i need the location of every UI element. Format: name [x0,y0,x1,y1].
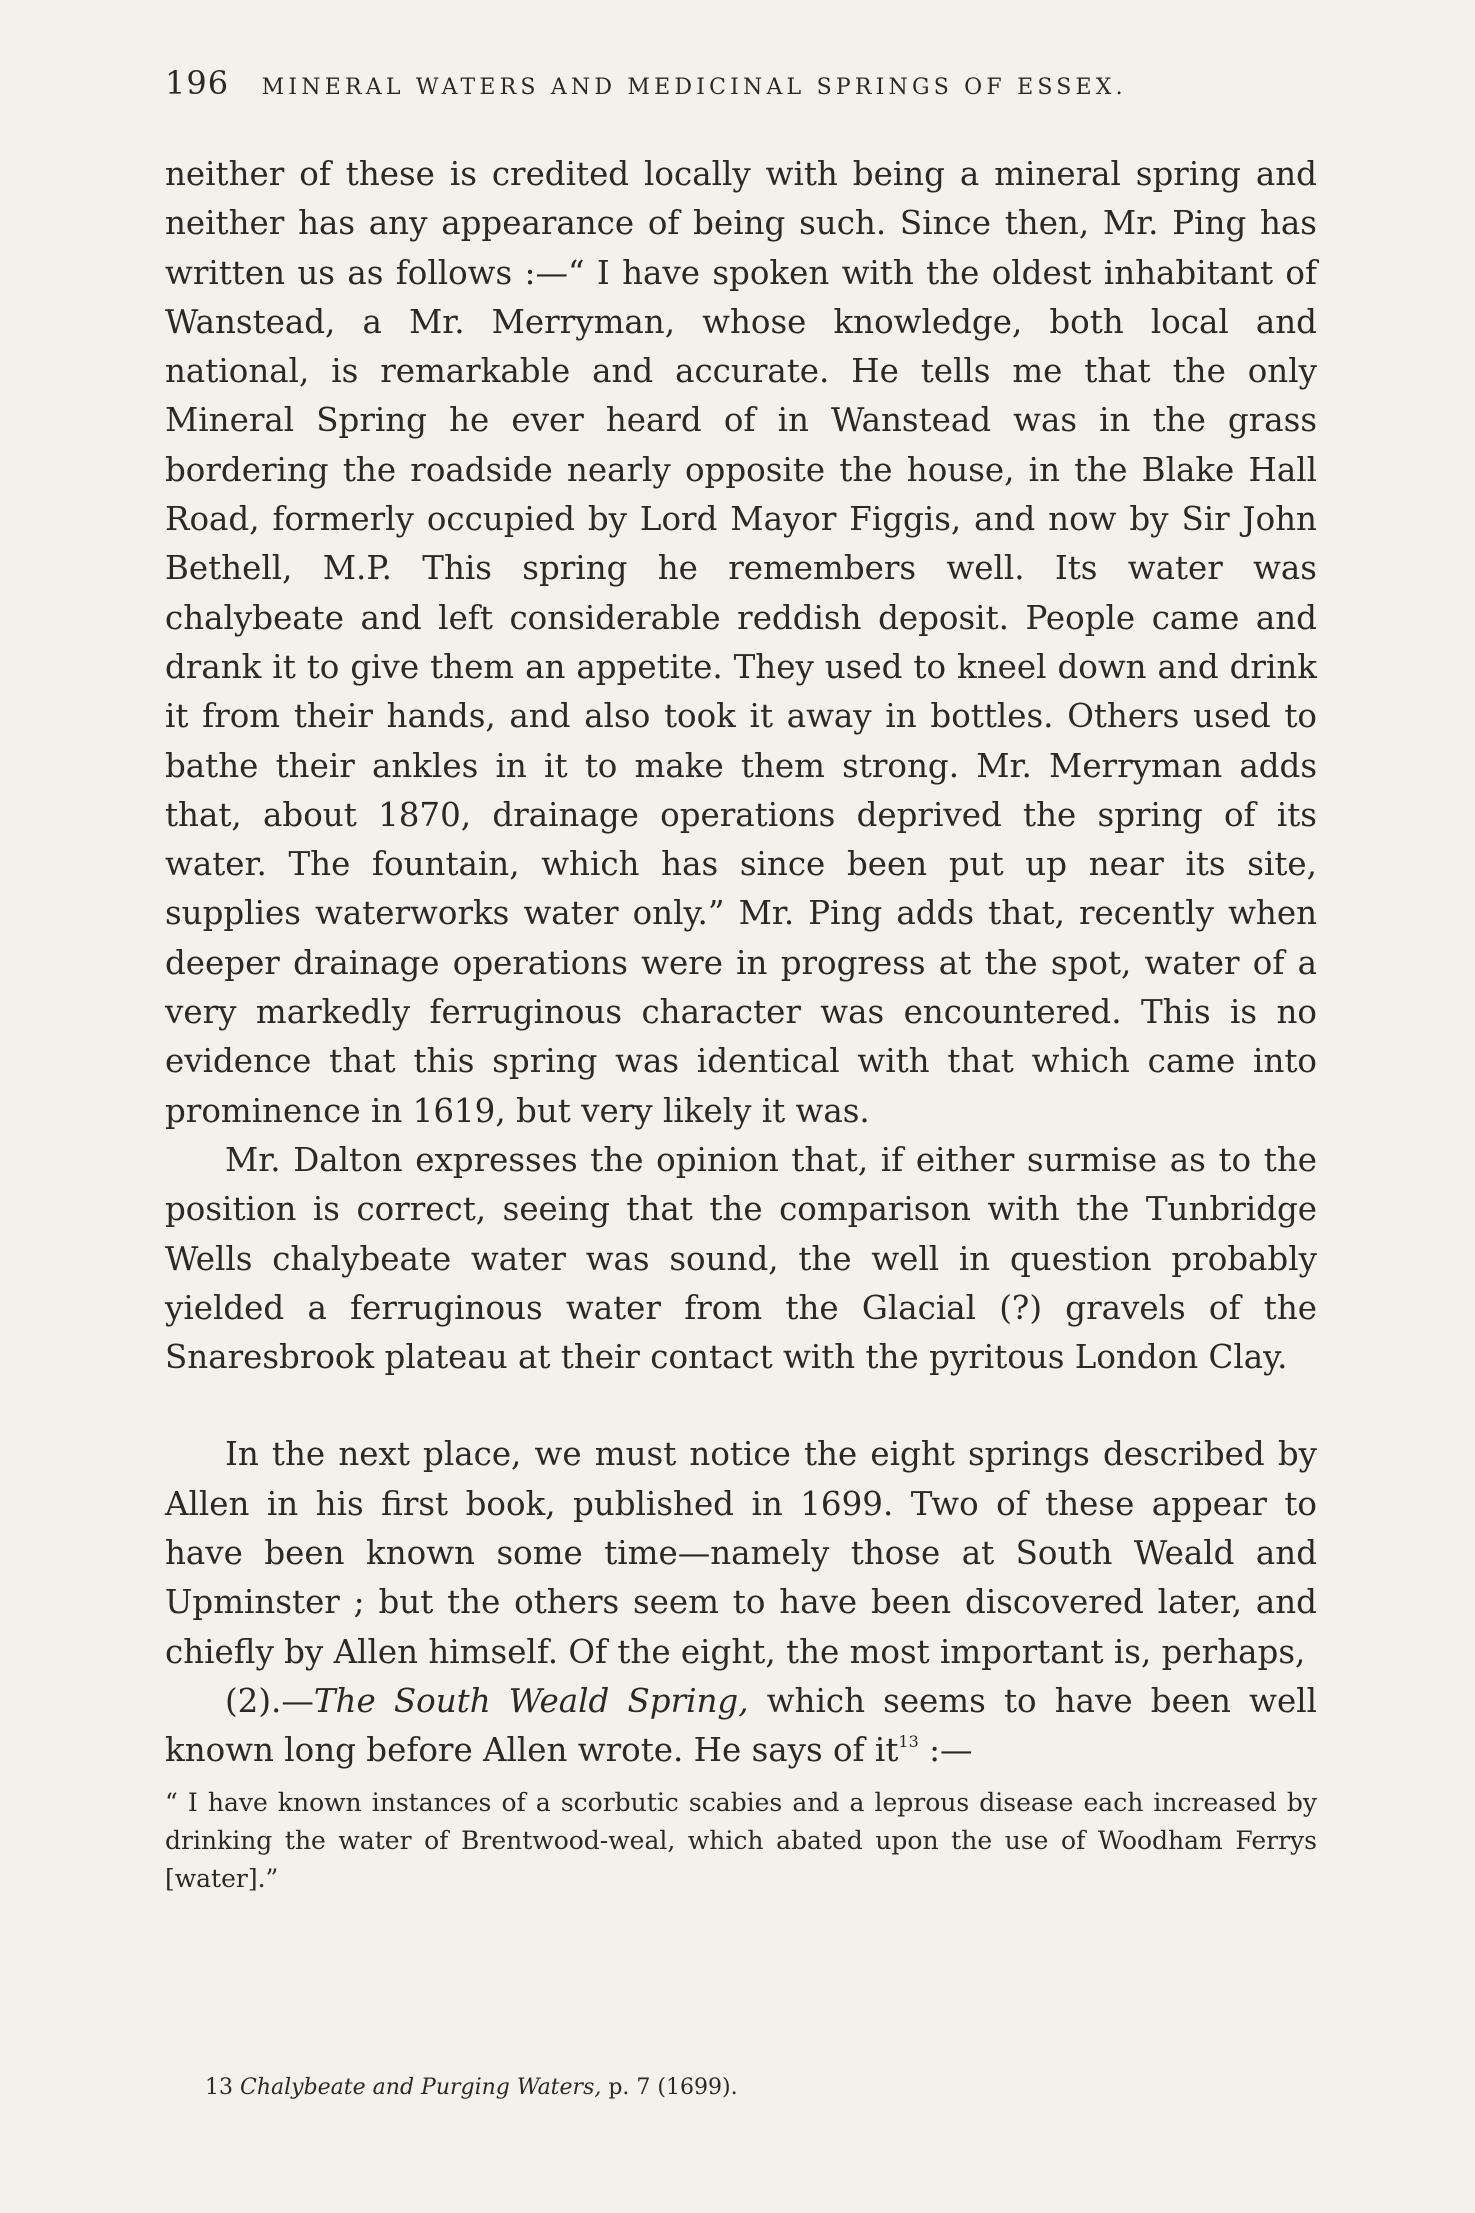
paragraph-south-weald-spring [165,1677,1317,1776]
section-text-end: :— [918,1731,973,1770]
running-head-title: MINERAL WATERS AND MEDICINAL SPRINGS OF ESSEX. [261,75,1127,100]
page-number: 196 [165,64,230,102]
section-number: (2).— [225,1681,314,1720]
paragraph-wanstead-spring: neither of these is credited locally with being a mineral spring and neither has any appearance of being such. Since then, Mr. Ping has written us as follows :—“ I have spoken with the oldest inhabitant of Wanstead, a Mr. Merryman, whose knowledge, both local and national, is remarkable and accurate. He tells me that the only Mineral Spring he ever heard of in Wanstead was in the grass bordering the roadside nearly opposite the house, in the Blake Hall Road, formerly occupied by Lord Mayor Figgis, and now by Sir John Bethell, M.P. This spring he remembers well. Its water was chalybeate and left considerable reddish deposit. People came and drank it to give them an appetite. They used to kneel down and drink it from their hands, and also took it away in bottles. Others used to bathe their ankles in it to make them strong. Mr. Merryman adds that, about 1870, drainage operations deprived the spring of its water. The fountain, which has since been put up near its site, supplies waterworks water only.” Mr. Ping adds that, recently when deeper drainage operations were in progress at the spot, water of a very markedly ferruginous character was encountered. This is no evidence that this spring was identical with that which came into prominence in 1619, but very likely it was. [165,155,1317,1130]
footnote-detail: p. 7 (1699). [601,2075,738,2100]
body-text [165,150,1317,1898]
running-head [165,64,1325,102]
section-text: which seems to have been well known long before Allen wrote. He says of it [165,1681,1317,1770]
section-title: The South Weald Spring, [313,1681,749,1720]
footnote-title: Chalybeate and Purging Waters, [240,2075,602,2100]
footnote-reference: 13 [898,1732,919,1752]
footnote-number: 13 [205,2075,233,2100]
quotation-allen: “ I have known instances of a scorbutic scabies and a leprous disease each increased by drinking the water of Brentwood-weal, which abated upon the use of Woodham Ferrys [water].” [165,1787,1317,1893]
paragraph-allen-springs: In the next place, we must notice the eight springs described by Allen in his first book, published in 1699. Two of these appear to have been known some time—namely those at South Weald and Upminster ; but the others seem to have been discovered later, and chiefly by Allen himself. Of the eight, the most important is, perhaps, [165,1435,1317,1671]
footnote [205,2075,738,2100]
paragraph-dalton-opinion: Mr. Dalton expresses the opinion that, if either surmise as to the position is correct, seeing that the comparison with the Tunbridge Wells chalybeate water was sound, the well in question probably yielded a ferruginous water from the Glacial (?) gravels of the Snaresbrook plateau at their contact with the pyritous London Clay. [165,1140,1317,1377]
